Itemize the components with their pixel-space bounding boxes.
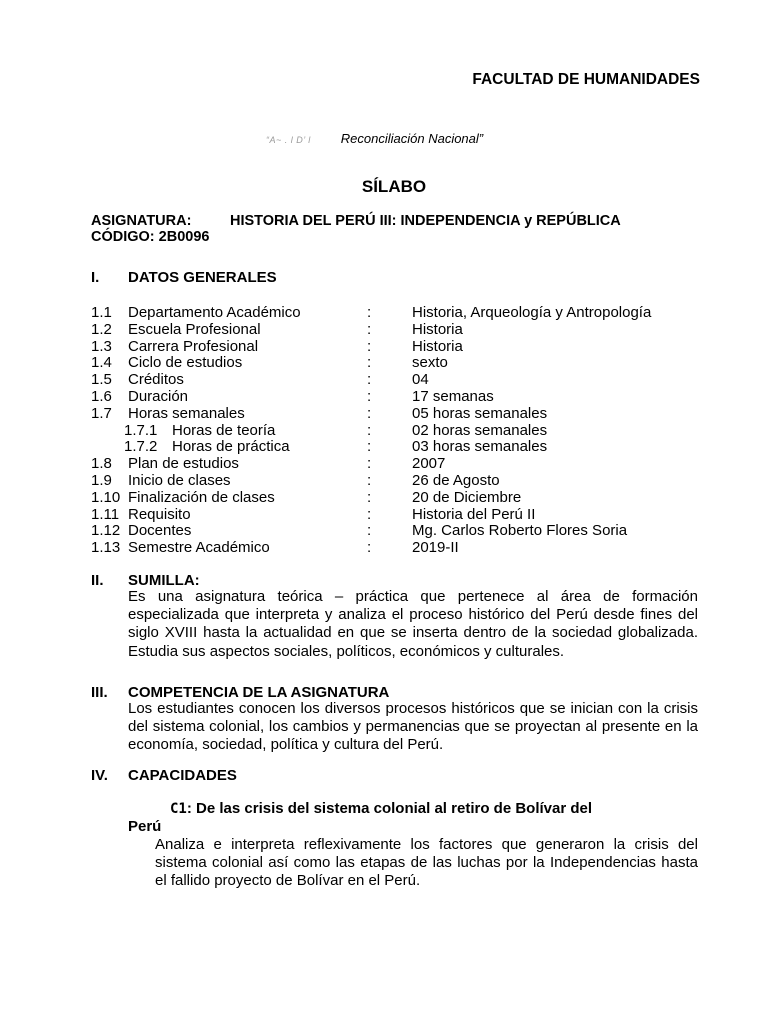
subject-code: CÓDIGO: 2B0096: [91, 229, 210, 245]
datos-number: 1.12: [91, 522, 121, 540]
datos-number: 1.7: [91, 404, 112, 422]
datos-colon: :: [367, 337, 372, 355]
datos-row: [0, 472, 768, 489]
datos-row: [0, 388, 768, 405]
faculty-heading: FACULTAD DE HUMANIDADES: [472, 71, 700, 88]
datos-value: Historia, Arqueología y Antropología: [412, 304, 652, 321]
datos-number: 1.7.2: [124, 438, 158, 456]
datos-value: 02 horas semanales: [412, 421, 548, 439]
datos-number: 1.1: [91, 304, 112, 321]
competencia-paragraph: Los estudiantes conocen los diversos procesos históricos que se inician con la crisis del sistema colonial, los cambios y permanencias que se proyectan al presente en la economía, sociedad, política y cultura del Perú.: [128, 700, 698, 754]
datos-value: 20 de Diciembre: [412, 488, 522, 506]
datos-row: [0, 422, 768, 439]
datos-colon: :: [367, 304, 372, 321]
datos-value: Historia del Perú II: [412, 505, 536, 523]
datos-label: Departamento Académico: [128, 304, 301, 321]
motto-faded-text: “A~ . l D’ l: [266, 135, 311, 145]
subject-name: HISTORIA DEL PERÚ III: INDEPENDENCIA y REPÚBLICA: [230, 213, 621, 229]
datos-label: Ciclo de estudios: [128, 354, 243, 372]
datos-value: 2019-II: [412, 539, 459, 557]
datos-row: [0, 455, 768, 472]
datos-value: 2007: [412, 455, 446, 473]
datos-colon: :: [367, 488, 372, 506]
datos-label: Docentes: [128, 522, 192, 540]
datos-value: 17 semanas: [412, 388, 494, 405]
datos-row: [0, 405, 768, 422]
datos-label: Finalización de clases: [128, 488, 275, 506]
datos-colon: :: [367, 455, 372, 473]
datos-label: Horas semanales: [128, 404, 245, 422]
capacity-title: : De las crisis del sistema colonial al retiro de Bolívar del: [186, 800, 593, 817]
section-3-number: III.: [91, 684, 108, 701]
capacity-code: C1: [170, 801, 187, 817]
datos-colon: :: [367, 404, 372, 422]
datos-number: 1.7.1: [124, 421, 158, 439]
datos-row: [0, 354, 768, 371]
datos-label: Plan de estudios: [128, 455, 239, 473]
datos-number: 1.6: [91, 388, 112, 405]
datos-number: 1.2: [91, 320, 112, 338]
datos-value: Mg. Carlos Roberto Flores Soria: [412, 522, 628, 540]
datos-label: Carrera Profesional: [128, 337, 259, 355]
datos-number: 1.11: [91, 505, 120, 523]
datos-label: Horas de teoría: [172, 421, 276, 439]
datos-number: 1.13: [91, 539, 121, 557]
datos-row: [0, 522, 768, 539]
datos-label: Créditos: [128, 371, 184, 389]
datos-value: 05 horas semanales: [412, 404, 548, 422]
datos-value: sexto: [412, 354, 448, 372]
datos-number: 1.9: [91, 472, 112, 489]
subject-key: ASIGNATURA:: [91, 213, 192, 229]
datos-colon: :: [367, 522, 372, 540]
capacity-heading: [150, 800, 592, 817]
datos-value: Historia: [412, 337, 463, 355]
datos-row: [0, 489, 768, 506]
datos-row: [0, 438, 768, 455]
section-4-title: CAPACIDADES: [128, 767, 237, 784]
motto-text: Reconciliación Nacional”: [340, 131, 484, 146]
datos-row: [0, 506, 768, 523]
datos-colon: :: [367, 421, 372, 439]
datos-label: Horas de práctica: [172, 438, 290, 456]
motto-line: [266, 131, 483, 146]
section-4-number: IV.: [91, 767, 108, 784]
capacity-title-continuation: Perú: [128, 818, 162, 835]
datos-label: Semestre Académico: [128, 539, 270, 557]
datos-value: 26 de Agosto: [412, 472, 500, 489]
datos-number: 1.10: [91, 488, 121, 506]
section-2-title: SUMILLA:: [128, 572, 200, 589]
section-2-number: II.: [91, 572, 104, 589]
datos-label: Duración: [128, 388, 189, 405]
datos-row: [0, 539, 768, 556]
document-title: SÍLABO: [361, 177, 427, 196]
datos-number: 1.3: [91, 337, 112, 355]
datos-colon: :: [367, 388, 372, 405]
datos-colon: :: [367, 320, 372, 338]
datos-colon: :: [367, 438, 372, 456]
datos-value: Historia: [412, 320, 463, 338]
section-3-title: COMPETENCIA DE LA ASIGNATURA: [128, 684, 390, 701]
datos-label: Inicio de clases: [128, 472, 231, 489]
datos-value: 04: [412, 371, 429, 389]
datos-row: [0, 321, 768, 338]
datos-value: 03 horas semanales: [412, 438, 548, 456]
capacity-paragraph: Analiza e interpreta reflexivamente los factores que generaron la crisis del sistema colonial así como las etapas de las luchas por la Independencias hasta el fallido proyecto de Bolívar en el Perú.: [155, 836, 698, 890]
datos-colon: :: [367, 371, 372, 389]
datos-colon: :: [367, 472, 372, 489]
sumilla-paragraph: Es una asignatura teórica – práctica que pertenece al área de formación especializada que interpreta y analiza el proceso histórico del Perú desde fines del siglo XVIII hasta la actualidad en que se inserta dentro de la sociedad globalizada. Estudia sus aspectos sociales, políticos, económicos y culturales.: [128, 588, 698, 660]
datos-colon: :: [367, 354, 372, 372]
section-1-number: I.: [91, 269, 100, 286]
datos-number: 1.4: [91, 354, 112, 372]
datos-label: Escuela Profesional: [128, 320, 261, 338]
datos-row: [0, 338, 768, 355]
datos-row: [0, 304, 768, 321]
section-1-title: DATOS GENERALES: [128, 269, 277, 286]
datos-row: [0, 371, 768, 388]
datos-colon: :: [367, 539, 372, 557]
datos-number: 1.8: [91, 455, 112, 473]
datos-colon: :: [367, 505, 372, 523]
datos-label: Requisito: [128, 505, 191, 523]
datos-number: 1.5: [91, 371, 112, 389]
